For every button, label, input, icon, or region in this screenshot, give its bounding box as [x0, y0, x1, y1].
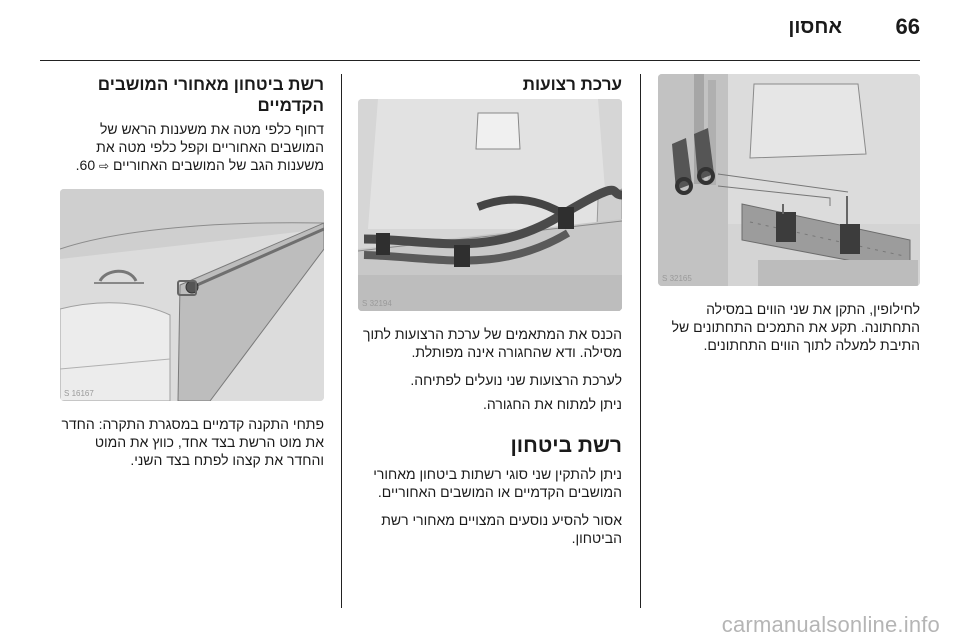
instruction-text: דחוף כלפי מטה את משענות הראש של המושבים האחוריים וקפל כלפי מטה את משענות הגב של המושבים האחוריים [96, 121, 324, 173]
page-reference[interactable]: 60 [79, 157, 96, 173]
figure-code: 16167 S [64, 389, 94, 398]
column-divider-right [640, 74, 641, 608]
section-heading-safety-net: רשת ביטחון [510, 434, 622, 457]
figure-roof-mounting [60, 189, 324, 401]
chapter-title: אחסון [788, 16, 842, 38]
left-column [60, 74, 324, 479]
paragraph-2: לערכת הרצועות שני נועלים לפתיחה. [410, 372, 622, 388]
page-number: 66 [895, 14, 920, 39]
figure-code: 32194 S [362, 299, 392, 308]
strap-kit-illustration [358, 99, 622, 311]
roof-mounting-illustration [60, 189, 324, 401]
watermark: carmanualsonline.info [721, 612, 940, 637]
column-divider-left [341, 74, 342, 608]
section-heading-strap-kit: ערכת רצועות [522, 75, 622, 94]
paragraph-1: הכנס את המתאמים של ערכת הרצועות לתוך מסילה. ודא שהחגורה אינה מפותלת. [363, 326, 622, 360]
section-heading-net-behind-front-seats: רשת ביטחון מאחורי המושבים הקדמיים [97, 75, 324, 115]
caption: פתחי התקנה קדמיים במסגרת התקרה: החדר את מוט הרשת בצד אחד, כווץ את המוט והחדר את קצהו לפתח בצד השני. [61, 416, 324, 468]
figure-code: 32165 S [662, 274, 692, 283]
middle-column [358, 74, 622, 557]
hooks-rail-illustration [658, 74, 920, 286]
figure-strap-kit [358, 99, 622, 311]
arrow-right-icon: ⇨ [99, 159, 110, 173]
paragraph-3: ניתן למתוח את החגורה. [483, 396, 622, 412]
paragraph-instructions: דחוף כלפי מטה את משענות הראש של המושבים האחוריים וקפל כלפי מטה את משענות הגב של המושבים האחוריים ⇨ 60. [75, 121, 324, 173]
paragraph: לחילופין, התקן את שני הווים במסילה התחתונה. תקע את התמכים התחתונים של התיבת למעלה לתוך הווים התחתונים. [671, 301, 920, 353]
paragraph-4: ניתן להתקין שני סוגי רשתות ביטחון מאחורי המושבים הקדמיים או המושבים האחוריים. [373, 466, 622, 500]
right-column [658, 74, 920, 364]
header-rule [40, 60, 920, 61]
figure-hooks-on-rail [658, 74, 920, 286]
paragraph-5: אסור להסיע נוסעים המצויים מאחורי רשת הביטחון. [381, 512, 622, 546]
